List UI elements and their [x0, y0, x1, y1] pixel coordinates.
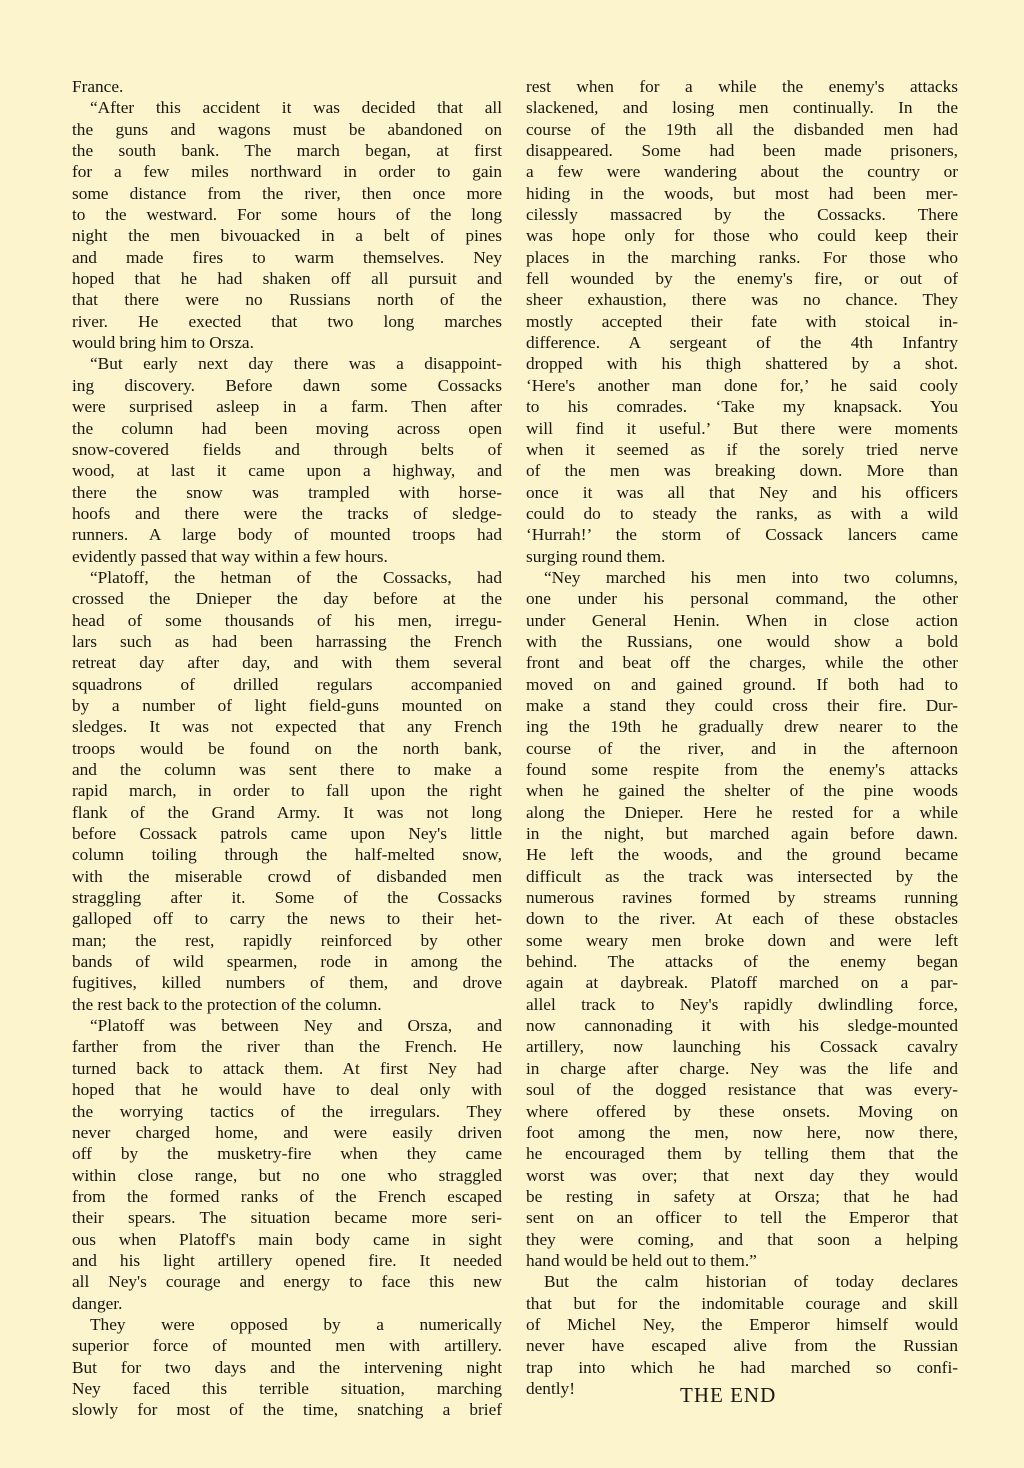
text-line: hand would be held out to them.” — [526, 1250, 757, 1270]
text-line: were surprised asleep in a farm. Then after — [72, 397, 502, 417]
text-line: ing discovery. Before dawn some Cossacks — [72, 375, 502, 395]
text-line: their spears. The situation became more seri- — [72, 1208, 502, 1228]
text-line: the column had been moving across open — [72, 418, 502, 438]
text-line: will find it useful.’ But there were moments — [526, 418, 958, 438]
text-line: the worrying tactics of the irregulars. They — [72, 1101, 502, 1121]
text-line: crossed the Dnieper the day before at the — [72, 589, 502, 609]
text-line: there the snow was trampled with horse- — [72, 482, 502, 502]
text-line: He left the woods, and the ground became — [526, 845, 958, 865]
text-line: cilessly massacred by the Cossacks. There — [526, 205, 958, 225]
text-line: be resting in safety at Orsza; that he had — [526, 1186, 958, 1206]
text-line: sent on an officer to tell the Emperor that — [526, 1208, 958, 1228]
text-line: “But early next day there was a disappoint- — [90, 354, 502, 374]
text-line: rapid march, in order to fall upon the right — [72, 781, 502, 801]
text-line: bands of wild spearmen, rode in among the — [72, 952, 502, 972]
text-line: from the formed ranks of the French escaped — [72, 1186, 502, 1206]
the-end-label: THE END — [680, 1383, 777, 1407]
text-line: never have escaped alive from the Russian — [526, 1336, 958, 1356]
text-line: under General Henin. When in close action — [526, 610, 958, 630]
text-line: when he gained the shelter of the pine woods — [526, 781, 958, 801]
text-line: front and beat off the charges, while the other — [526, 653, 958, 673]
text-line: man; the rest, rapidly reinforced by other — [72, 930, 502, 950]
text-line: and his light artillery opened fire. It needed — [72, 1250, 502, 1270]
text-line: off by the musketry-fire when they came — [72, 1144, 502, 1164]
text-line: hoped that he would have to deal only with — [72, 1080, 502, 1100]
text-line: worst was over; that next day they would — [526, 1165, 958, 1185]
text-line: hiding in the woods, but most had been mer- — [526, 183, 958, 203]
text-line: They were opposed by a numerically — [90, 1314, 502, 1334]
text-line: column toiling through the half-melted snow, — [72, 845, 502, 865]
text-line: could do to steady the ranks, as with a wild — [526, 503, 958, 523]
text-line: fell wounded by the enemy's fire, or out of — [526, 269, 958, 289]
text-line: sheer exhaustion, there was no chance. They — [526, 290, 958, 310]
text-line: places in the marching ranks. For those who — [526, 247, 958, 267]
text-line: now cannonading it with his sledge-mounted — [526, 1016, 958, 1036]
text-line: night the men bivouacked in a belt of pines — [72, 226, 502, 246]
text-line: behind. The attacks of the enemy began — [526, 952, 958, 972]
text-line: he encouraged them by telling them that the — [526, 1144, 958, 1164]
text-line: course of the river, and in the afternoon — [526, 738, 958, 758]
text-line: that but for the indomitable courage and skill — [526, 1293, 958, 1313]
text-line: dently! — [526, 1378, 575, 1398]
text-line: when it seemed as if the sorely tried nerve — [526, 439, 958, 459]
text-line: wood, at last it came upon a highway, and — [72, 461, 502, 481]
text-line: once it was all that Ney and his officers — [526, 482, 958, 502]
text-line: numerous ravines formed by streams running — [526, 888, 958, 908]
text-line: runners. A large body of mounted troops had — [72, 525, 502, 545]
text-line: “Platoff was between Ney and Orsza, and — [90, 1016, 502, 1036]
text-line: turned back to attack them. At first Ney had — [72, 1058, 502, 1078]
text-line: superior force of mounted men with artillery. — [72, 1336, 502, 1356]
text-line: slackened, and losing men continually. In the — [526, 98, 958, 118]
text-line: some weary men broke down and were left — [526, 930, 958, 950]
text-line: within close range, but no one who straggled — [72, 1165, 502, 1185]
text-line: of Michel Ney, the Emperor himself would — [526, 1314, 958, 1334]
text-line: in charge after charge. Ney was the life and — [526, 1058, 958, 1078]
text-line: with the miserable crowd of disbanded men — [72, 866, 502, 886]
text-line: snow-covered fields and through belts of — [72, 439, 502, 459]
text-line: allel track to Ney's rapidly dwlindling force, — [526, 994, 958, 1014]
text-line: But for two days and the intervening night — [72, 1357, 502, 1377]
text-line: flank of the Grand Army. It was not long — [72, 802, 502, 822]
text-line: hoofs and there were the tracks of sledge- — [72, 503, 502, 523]
text-line: would bring him to Orsza. — [72, 333, 254, 353]
text-line: was hope only for those who could keep their — [526, 226, 958, 246]
text-line: the rest back to the protection of the column. — [72, 994, 382, 1014]
text-line: rest when for a while the enemy's attacks — [526, 77, 958, 96]
text-line: make a stand they could cross their fire. Dur- — [526, 695, 958, 715]
text-line: fugitives, killed numbers of them, and drove — [72, 973, 502, 993]
text-line: retreat day after day, and with them several — [72, 653, 502, 673]
text-line: dropped with his thigh shattered by a shot. — [526, 354, 958, 374]
text-line: by a number of light field-guns mounted on — [72, 695, 502, 715]
text-line: ‘Here's another man done for,’ he said cooly — [526, 375, 958, 395]
text-line: the guns and wagons must be abandoned on — [72, 119, 502, 139]
text-line: one under his personal command, the other — [526, 589, 958, 609]
text-line: disappeared. Some had been made prisoners, — [526, 141, 958, 161]
text-line: mostly accepted their fate with stoical in- — [526, 311, 958, 331]
text-line: galloped off to carry the news to their het- — [72, 909, 502, 929]
text-line: to his comrades. ‘Take my knapsack. You — [526, 397, 958, 417]
text-line: straggling after it. Some of the Cossacks — [72, 888, 502, 908]
text-line: of the men was breaking down. More than — [526, 461, 958, 481]
text-line: where offered by these onsets. Moving on — [526, 1101, 958, 1121]
text-line: slowly for most of the time, snatching a brief — [72, 1400, 502, 1420]
text-line: farther from the river than the French. He — [72, 1037, 502, 1057]
text-line: lars such as had been harrassing the French — [72, 631, 502, 651]
text-line: Ney faced this terrible situation, marching — [72, 1378, 502, 1398]
text-line: some distance from the river, then once more — [72, 183, 502, 203]
text-line: all Ney's courage and energy to face this new — [72, 1272, 502, 1292]
text-line: trap into which he had marched so confi- — [526, 1357, 958, 1377]
right-text-column — [526, 76, 958, 1399]
text-line: sledges. It was not expected that any French — [72, 717, 502, 737]
text-line: and the column was sent there to make a — [72, 760, 502, 779]
text-line: But the calm historian of today declares — [544, 1272, 958, 1292]
text-line: difficult as the track was intersected by the — [526, 866, 958, 886]
text-line: with the Russians, one would show a bold — [526, 631, 958, 651]
text-line: ous when Platoff's main body came in sight — [72, 1229, 502, 1249]
text-line: they were coming, and that soon a helping — [526, 1229, 958, 1249]
text-line: river. He exected that two long marches — [72, 311, 502, 331]
text-line: the south bank. The march began, at first — [72, 141, 502, 161]
text-line: that there were no Russians north of the — [72, 290, 502, 310]
text-line: danger. — [72, 1293, 123, 1313]
text-line: for a few miles northward in order to gain — [72, 162, 502, 182]
text-line: soul of the dogged resistance that was every- — [526, 1080, 958, 1100]
text-line: along the Dnieper. Here he rested for a while — [526, 802, 958, 822]
text-line: “After this accident it was decided that all — [90, 98, 502, 118]
left-text-column — [72, 76, 502, 1421]
text-line: squadrons of drilled regulars accompanied — [72, 674, 502, 694]
text-line: down to the river. At each of these obstacles — [526, 909, 958, 929]
text-line: ‘Hurrah!’ the storm of Cossack lancers came — [526, 525, 958, 545]
text-line: again at daybreak. Platoff marched on a par- — [526, 973, 958, 993]
text-line: never charged home, and were easily driven — [72, 1122, 502, 1142]
text-line: course of the 19th all the disbanded men had — [526, 119, 958, 139]
text-line: found some respite from the enemy's attacks — [526, 760, 958, 779]
text-line: hoped that he had shaken off all pursuit and — [72, 269, 502, 289]
text-line: surging round them. — [526, 546, 666, 566]
text-line: “Ney marched his men into two columns, — [544, 567, 958, 587]
text-line: before Cossack patrols came upon Ney's little — [72, 824, 502, 844]
text-line: “Platoff, the hetman of the Cossacks, had — [90, 567, 502, 587]
text-line: foot among the men, now here, now there, — [526, 1122, 958, 1142]
text-line: evidently passed that way within a few hours. — [72, 546, 388, 566]
text-line: artillery, now launching his Cossack cavalry — [526, 1037, 958, 1057]
text-line: troops would be found on the north bank, — [72, 738, 502, 758]
text-line: ing the 19th he gradually drew nearer to the — [526, 717, 958, 737]
text-line: moved on and gained ground. If both had to — [526, 674, 958, 694]
text-line: head of some thousands of his men, irregu- — [72, 610, 502, 630]
text-line: a few were wandering about the country or — [526, 162, 958, 182]
text-line: to the westward. For some hours of the long — [72, 205, 502, 225]
text-line: difference. A sergeant of the 4th Infantry — [526, 333, 958, 353]
text-line: in the night, but marched again before dawn. — [526, 824, 958, 844]
text-line: and made fires to warm themselves. Ney — [72, 247, 502, 267]
text-line: France. — [72, 77, 124, 96]
